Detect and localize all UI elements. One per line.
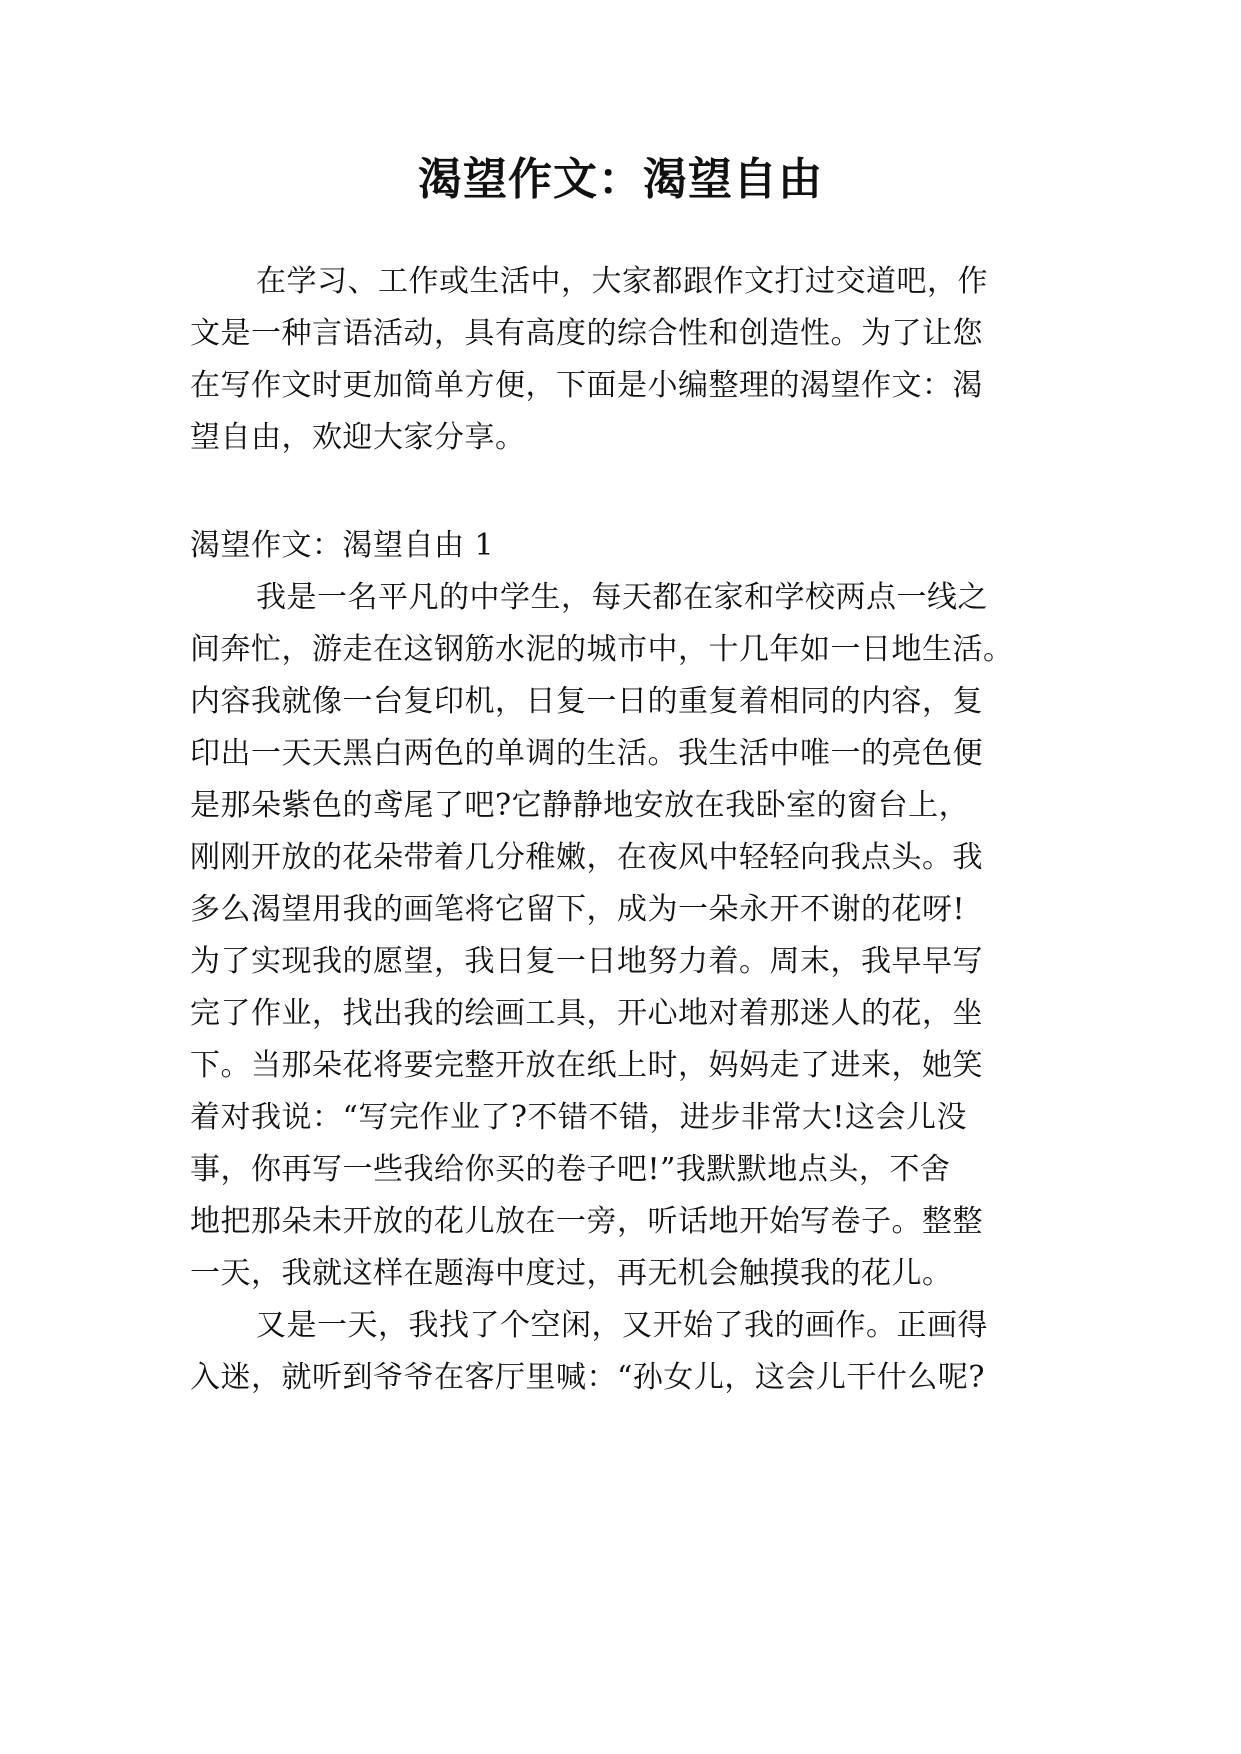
intro-line-3: 在写作文时更加简单方便，下面是小编整理的渴望作文：渴 <box>190 368 983 403</box>
paragraph1-line-2: 间奔忙，游走在这钢筋水泥的城市中，十几年如一日地生活。 <box>190 632 1014 667</box>
paragraph2-line-2: 入迷，就听到爷爷在客厅里喊：“孙女儿，这会儿干什么呢? <box>190 1360 985 1395</box>
paragraph1-line-10: 下。当那朵花将要完整开放在纸上时，妈妈走了进来，她笑 <box>190 1048 983 1083</box>
paragraph1-line-1: 我是一名平凡的中学生，每天都在家和学校两点一线之 <box>256 580 988 615</box>
paragraph1-line-13: 地把那朵未开放的花儿放在一旁，听话地开始写卷子。整整 <box>190 1204 983 1239</box>
document-title: 渴望作文：渴望自由 <box>418 154 823 205</box>
intro-line-2: 文是一种言语活动，具有高度的综合性和创造性。为了让您 <box>190 316 983 351</box>
paragraph2-line-1: 又是一天，我找了个空闲，又开始了我的画作。正画得 <box>256 1308 988 1343</box>
section-heading: 渴望作文：渴望自由 1 <box>190 528 495 563</box>
paragraph1-line-4: 印出一天天黑白两色的单调的生活。我生活中唯一的亮色便 <box>190 736 983 771</box>
paragraph1-line-6: 刚刚开放的花朵带着几分稚嫩，在夜风中轻轻向我点头。我 <box>190 840 983 875</box>
paragraph1-line-8: 为了实现我的愿望，我日复一日地努力着。周末，我早早写 <box>190 944 983 979</box>
paragraph1-line-12: 事，你再写一些我给你买的卷子吧!”我默默地点头，不舍 <box>190 1152 951 1187</box>
paragraph1-line-3: 内容我就像一台复印机，日复一日的重复着相同的内容，复 <box>190 684 983 719</box>
paragraph1-line-14: 一天，我就这样在题海中度过，再无机会触摸我的花儿。 <box>190 1256 953 1291</box>
paragraph1-line-9: 完了作业，找出我的绘画工具，开心地对着那迷人的花，坐 <box>190 996 983 1031</box>
paragraph1-line-11: 着对我说：“写完作业了?不错不错，进步非常大!这会儿没 <box>190 1100 967 1135</box>
intro-line-4: 望自由，欢迎大家分享。 <box>190 420 526 455</box>
paragraph1-line-7: 多么渴望用我的画笔将它留下，成为一朵永开不谢的花呀! <box>190 892 966 927</box>
intro-line-1: 在学习、工作或生活中，大家都跟作文打过交道吧，作 <box>256 264 988 299</box>
paragraph1-line-5: 是那朵紫色的鸢尾了吧?它静静地安放在我卧室的窗台上， <box>190 788 970 823</box>
